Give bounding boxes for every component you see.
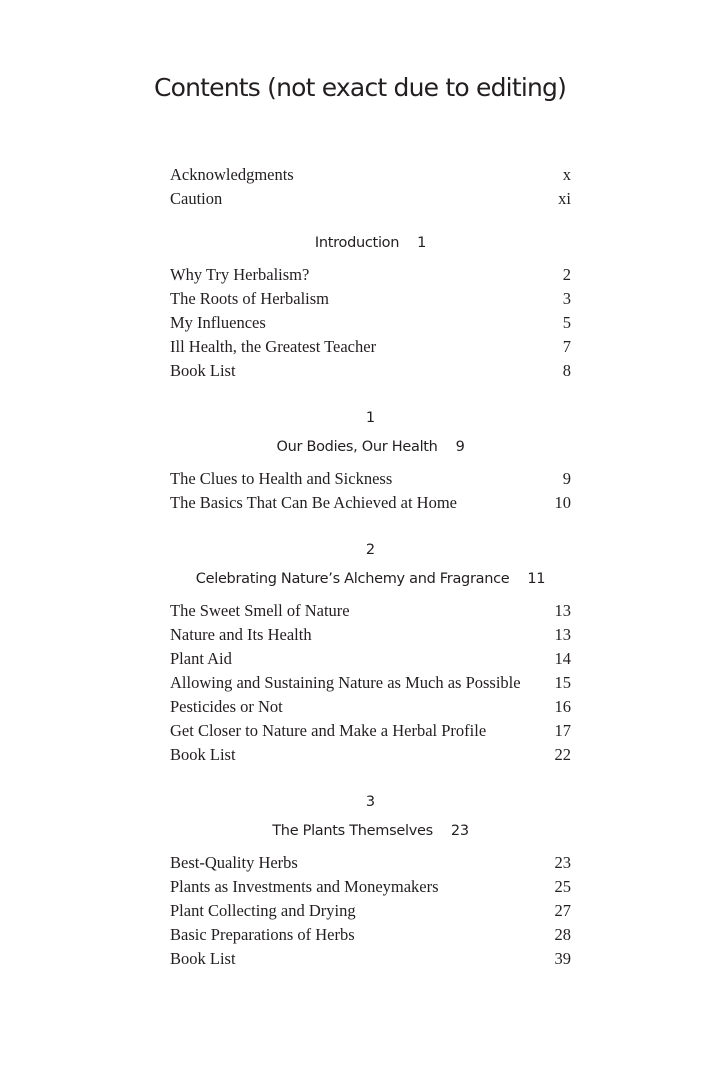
toc-entry-title: Allowing and Sustaining Nature as Much as Possible [170, 673, 521, 692]
toc-entry-page: xi [558, 189, 571, 208]
toc-entry-title: Nature and Its Health [170, 625, 312, 644]
toc-entry [170, 287, 571, 311]
toc-entry-title: The Sweet Smell of Nature [170, 601, 350, 620]
toc-entry-page: 16 [554, 697, 571, 716]
toc-entry-title: Book List [170, 949, 236, 968]
toc-entry [170, 359, 571, 383]
chapter-heading [170, 435, 571, 459]
chapter-page: 9 [455, 439, 465, 455]
toc-entry-title: The Basics That Can Be Achieved at Home [170, 493, 457, 512]
chapter-heading [170, 567, 571, 591]
chapter-number: 1 [365, 410, 376, 426]
toc-entry [170, 671, 571, 695]
toc-entry-page: 14 [554, 649, 571, 668]
toc-entry-page: 10 [554, 493, 571, 512]
toc-entry-page: 15 [554, 673, 571, 692]
toc-entry-page: 2 [562, 265, 571, 284]
table-of-contents [170, 163, 571, 971]
toc-entry [170, 623, 571, 647]
toc-entry-title: Basic Preparations of Herbs [170, 925, 355, 944]
chapter-page: 11 [527, 571, 546, 587]
chapter-page: 1 [417, 235, 427, 251]
chapter-page: 23 [450, 823, 469, 839]
toc-entry-page: 7 [562, 337, 571, 356]
toc-entry-page: 13 [554, 601, 571, 620]
toc-entry-title: The Roots of Herbalism [170, 289, 330, 308]
chapter-entries [170, 467, 571, 515]
toc-entry-title: Book List [170, 745, 236, 764]
toc-entry-page: 39 [554, 949, 571, 968]
chapter-heading [170, 819, 571, 843]
toc-entry-page: 13 [554, 625, 571, 644]
toc-entry [170, 599, 571, 623]
toc-entry [170, 923, 571, 947]
chapter-entries [170, 263, 571, 383]
toc-entry-page: 8 [562, 361, 571, 380]
chapter-title: Introduction [314, 235, 400, 251]
toc-entry [170, 851, 571, 875]
chapter-number: 2 [365, 542, 376, 558]
toc-entry [170, 335, 571, 359]
toc-entry [170, 467, 571, 491]
toc-entry [170, 947, 571, 971]
chapter-entries [170, 851, 571, 971]
toc-entry [170, 311, 571, 335]
toc-entry [170, 719, 571, 743]
toc-entry-page: 25 [554, 877, 571, 896]
toc-entry-page: 22 [554, 745, 571, 764]
toc-entry-page: 5 [562, 313, 571, 332]
toc-entry-title: The Clues to Health and Sickness [170, 469, 393, 488]
toc-entry-page: 27 [554, 901, 571, 920]
toc-entry [170, 647, 571, 671]
toc-entry-title: Plants as Investments and Moneymakers [170, 877, 439, 896]
toc-entry-page: 3 [562, 289, 571, 308]
toc-entry [170, 163, 571, 187]
toc-entry-title: Ill Health, the Greatest Teacher [170, 337, 377, 356]
toc-entry [170, 187, 571, 211]
toc-entry-title: Book List [170, 361, 236, 380]
chapter-title: The Plants Themselves [272, 823, 433, 839]
toc-entry-title: Get Closer to Nature and Make a Herbal Profile [170, 721, 487, 740]
toc-entry-title: Pesticides or Not [170, 697, 283, 716]
toc-entry [170, 263, 571, 287]
chapter-title: Celebrating Nature’s Alchemy and Fragrance [195, 571, 510, 587]
chapter-number: 3 [365, 794, 376, 810]
toc-entry-title: Plant Collecting and Drying [170, 901, 356, 920]
toc-entry-page: 17 [554, 721, 571, 740]
toc-entry-title: Caution [170, 189, 223, 208]
toc-entry-page: 9 [562, 469, 571, 488]
toc-entry-title: Why Try Herbalism? [170, 265, 310, 284]
toc-entry-title: Best-Quality Herbs [170, 853, 298, 872]
chapter-heading [170, 231, 571, 255]
chapter-title: Our Bodies, Our Health [276, 439, 438, 455]
toc-entry-page: x [562, 165, 571, 184]
toc-entry-page: 28 [554, 925, 571, 944]
page-title: Contents (not exact due to editing) [153, 73, 567, 102]
toc-entry [170, 491, 571, 515]
toc-entry-title: My Influences [170, 313, 266, 332]
toc-entry-title: Plant Aid [170, 649, 232, 668]
chapter-entries [170, 599, 571, 767]
toc-entry [170, 899, 571, 923]
toc-entry-page: 23 [554, 853, 571, 872]
toc-entry [170, 875, 571, 899]
toc-entry [170, 695, 571, 719]
toc-entry [170, 743, 571, 767]
toc-entry-title: Acknowledgments [170, 165, 294, 184]
